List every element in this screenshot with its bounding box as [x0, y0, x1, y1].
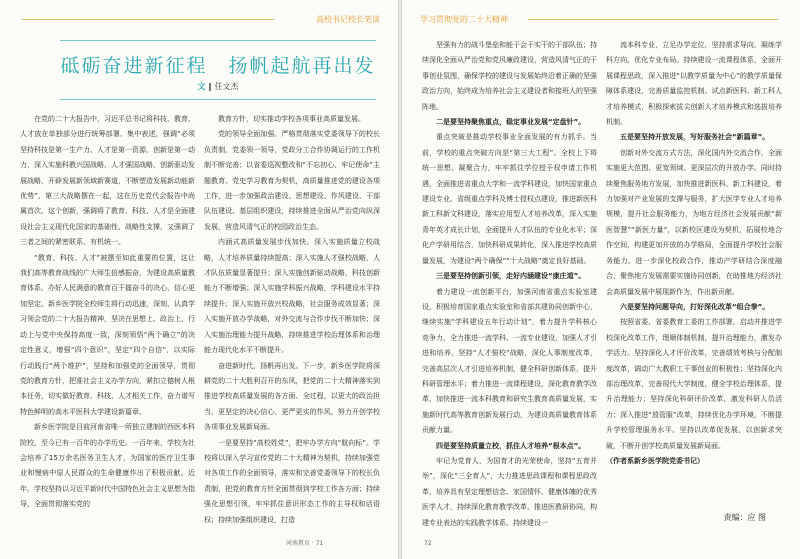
left-page: [0, 0, 398, 559]
section-heading: 六是要坚持问题导向，打好深化改革“组合拳”。: [620, 302, 770, 311]
running-head: 高校书记校长笔谈: [316, 15, 380, 24]
paragraph: 创新对外交流方式方法，深化国内外交流合作，全面实施更大范围、更宽领域、更深层次的开放办学。同时持续聚焦服务地方发展，加快推进新医科、新工科建设，着力加强对产业发展的支撑与服务，扩大医学专业人才培养规模，提升社会服务能力，为地方经济社会发展贡献“新医智慧”“新医力量”，以新校区建设为契机，拓展校地合作空间，构建更加开放的办学格局，全面提升学校社会服务能力。进一步深化校政合作，推动产学研结合深度融合，聚焦地方发展需要实施协同创新，在助推地方经济社会高质量发展中展现新作为，作出新贡献。: [606, 148, 782, 296]
text-column-2: [606, 38, 782, 500]
paragraph: 流本科专业，立足办学定位，坚持需求导向，凝练学科方向，优化专业布局。持续建设一流课程体系，全面开展课程思政，深入推进“以教学质量为中心”的教学质量保障体系建设，完善质量监控机制。试点新医科、新工科人才培养模式，积极探索拔尖创新人才培养模式和选拔培养机制。: [606, 41, 782, 127]
paragraph: 在党的二十大报告中，习近平总书记将科技、教育、人才放在单独部分进行统筹部署、集中表述，强调“必须坚持科技是第一生产力、人才是第一资源、创新是第一动力，深入实施科教兴国战略、人才强国战略、创新驱动发展战略，开辟发展新领域新赛道，不断塑造发展新动能新优势”，第三大战略摆在一起，这在历史党代会报告中尚属首次。这个创新，强调将了教育、科技、人才是全面建设社会主义现代化国家的基础性、战略性支撑，又强调了三者之间的紧密联系、有机统一。: [20, 115, 195, 247]
paragraph: 坚强有力的战斗堡垒和能干会干实干的干部队伍；持续深化全面从严治党和党风廉政建设，营造风清气正的干事创业氛围，确保学校的建设与发展始终沿着正确的坚强政治方向，始终成为培养社会主义建设者和接班人的坚强阵地。: [422, 41, 597, 111]
paragraph: 内涵式高质量发展步伐加快。深入实施质量立校战略，人才培养质量持续提高；深入实施人才强校战略，人才队伍质量显著提升；深入实施创新驱动战略，科技创新能力不断增强；深入实施学科振兴战略，学科建设水平持续提升；深入实施开放兴校战略，社会服务成效显著；深入实施开放办学战略，对外交流与合作步伐不断加快；深入实施治理能力提升战略，持续推进学校治理体系和治理能力现代化水平不断提升。: [204, 238, 380, 355]
article-title: 砥砺奋进新征程 扬帆起航再出发: [60, 55, 376, 77]
editor-credit: 责编：应 图: [723, 513, 766, 522]
section-heading: 三是要坚持创新引领，走好内涵建设“康庄道”。: [436, 272, 586, 281]
byline-author: 任文杰: [214, 82, 239, 91]
header-rule-line: [528, 19, 778, 20]
paragraph: 牢记为党育人、为国育才的光荣使命，坚持“五育并举”，深化“三全育人”，大力推进思政课程和课程思政改革，培养具有坚定理想信念、家国情怀、健康体魄的优秀医学人才，持续深化教育教学改革，推进医教研协同，构建专业表达的实践教学体系。持续建设一: [422, 456, 597, 526]
text-column-1: [20, 112, 195, 526]
byline-label: 文: [197, 82, 206, 91]
section-heading: 四是要坚持质量立校，抓住人才培养“根本点”。: [436, 441, 586, 450]
folio: 河南教育 · 71: [286, 540, 324, 547]
paragraph: 一是要坚持“高校姓党”，把牢办学方向“航向标”。学校将以深入学习宣传党的二十大精神为契机，持续加强党对各项工作的全面领导，落实和完善党委领导下的校长负责制，把党的教育方针全面贯彻到学校工作各方面；持续强化思想引领，牢牢抓住意识形态工作的主导权和话语权；持续加强组织建设，打造: [204, 438, 380, 524]
paragraph: “教育、科技、人才”被摆至如此重要的位置，这让我们高等教育战线的广大师生倍感振奋，为建设高质量教育体系、办好人民满意的教育百千擂奋斗的决心、信心更加坚定。新乡医学院全校师生将行动迅速，深刻、认真学习领会党的二十大报告精神，坚决在思想上、政治上、行动上与党中央保持高度一致，深刻领悟“两个确立”的决定性意义，增强“四个意识”，坚定“四个自信”，以实际行动践行“两个维护”，坚持和加强党的全面领导，贯彻党的教育方针，把准社会主义办学方向，紧扣立德树人根本任务，切实做好教育、科技、人才相关工作，奋力谱写特色鲜明的高水平医科大学建设新篇章。: [20, 253, 195, 416]
section-heading: 二是要坚持聚焦重点，稳定事业发展“定盘针”。: [436, 118, 586, 127]
paragraph: 教育方针，切实推动学校各项事业高质量发展。: [218, 115, 365, 123]
paragraph: 党的领导全面加强。严格贯彻落实党委领导下的校长负责制，党委领一领导，党政分工合作协调运行的工作机制不断完善；以省委巡视整改和“不忘初心、牢记使命”主题教育、党史学习教育为契机，高质量推进党的建设各项工作，进一步加强政治建设、思想建设、作风建设、干部队伍建设、基层组织建设，持续推进全面从严治党向纵深发展，营造风清气正的校园政治生态。: [204, 130, 380, 231]
paragraph: 着力建设一流创新平台，加强河南省重点实验室建设，积极培育国家重点实验室和省部共建协同创新中心，继续实施“学科建设五年行动计划”，着力提升学科核心竞争力，全力推进一流学科、一流专业建设，加强人才引进和培养，坚持“人才强校”战略，深化人事制度改革，完善高层次人才引进培养机制，健全科研创新体系，提升科研管理水平；着力推进一流课程建设，深化教育教学改革，加快推进一流本科教育和研究生教育高质量发展，实施新时代高等教育创新发展行动，为建设高质量教育体系贡献力量。: [422, 287, 597, 435]
paragraph: 奋进新时代，扬帆再出发。下一步，新乡医学院将深耕党的二十大胜利召开的东风，把党的二十大精神落实到推进学校高质量发展的各方面、全过程，以更大的政治担当、更坚定的决心信心、更严更实的作风，努力开创学校各项事业发展新局面。: [204, 361, 380, 432]
folio: 72: [424, 540, 432, 547]
running-head: 学习贯彻党的二十大精神: [420, 15, 508, 24]
section-heading: （作者系新乡医学院党委书记）: [606, 456, 704, 465]
right-page: [402, 0, 800, 559]
text-column-2: [204, 112, 380, 526]
section-heading: 五是要坚持开放发展，写好服务社会“新篇章”。: [620, 133, 770, 142]
text-column-1: [422, 38, 597, 526]
header-rule-line: [22, 19, 274, 20]
title-block: [60, 40, 376, 100]
paragraph: 重点突破是推动学校事业全面发展的有力抓手。当前，学校的重点突破方向是“第三大工程”。全校上下将统一思想、凝聚合力，牢牢抓住学位授予权申请工作机遇，全面推进省重点大学和一流学科建设，加快国家重点建设专业、省级重点学科及博士授权点建设，推进新医科新工科新文科建设，落实应用型人才培养改革，深入实施青年英才成长计划，全面提升人才队伍的专业化水平；深化产学研用结合，加快科研成果转化，深入推进学校高质量发展，为建设“两个确保”“十大战略”奠定良好基础。: [422, 133, 597, 265]
paragraph: 按照省委、省委教育工委的工作部署，启动并推进学校深化改革工作，理顺体制机制，提升治理能力，激发办学活力。坚持深化人才评价改革，完善绩效考核与分配制度改革，调动广大教职工干事创业的积极性；坚持深化内部治理改革，完善现代大学制度，健全学校治理体系，提升治理能力；坚持深化科研评价改革，激发科研人员活力；深入推进“放管服”改革，持续优化办学环境，不断提升学校管理服务水平。坚持以改革促发展，以创新求突破，不断开创学校高质量发展新局面。: [606, 318, 782, 450]
paragraph: 新乡医学院是目前河南省唯一所独立建制的西医本科院校，至今已有一百年的办学历史。一百年来，学校为社会培养了15万余名医务卫生人才，为国家的医疗卫生事业和慢病中原人民群众的生命健康作出了积极贡献。近年，学校坚持以习近平新时代中国特色社会主义思想为指导，全面贯彻落实党的: [20, 423, 195, 509]
byline: 文 ‖ 任文杰: [197, 82, 239, 91]
